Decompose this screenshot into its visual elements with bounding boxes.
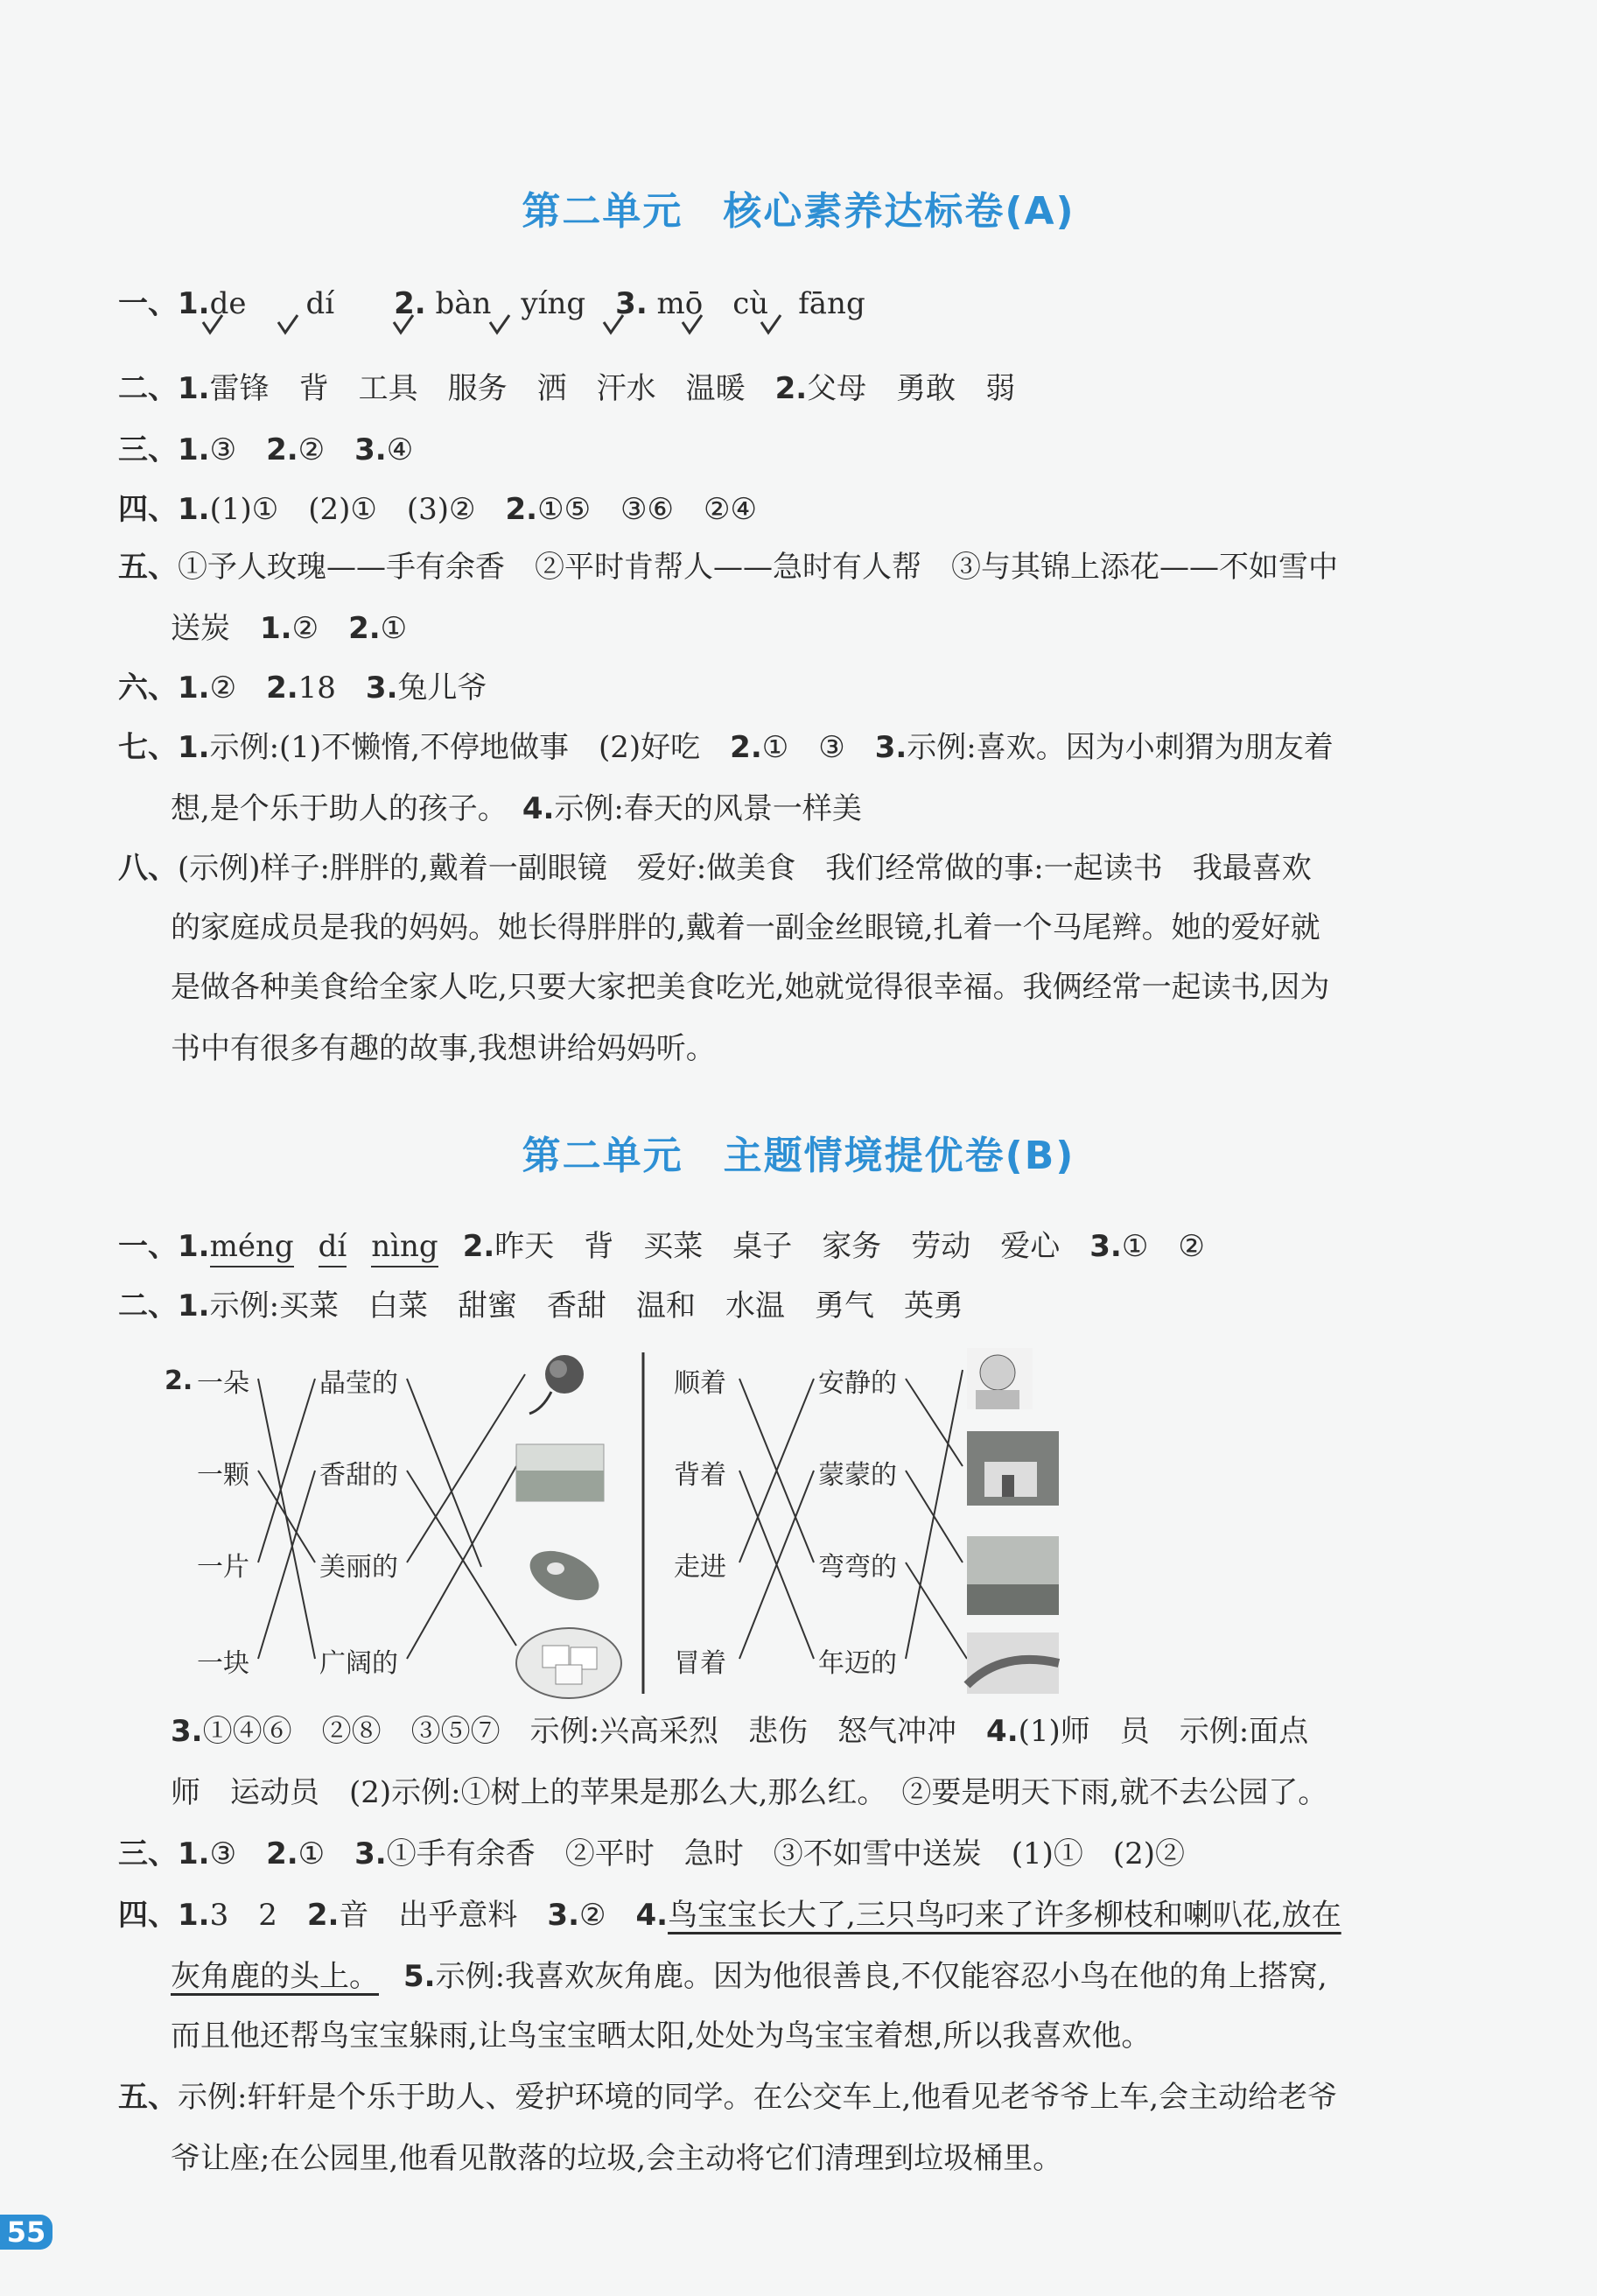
answer-text: 想,是个乐于助人的孩子。: [171, 791, 522, 826]
matching-lines: [158, 1339, 1076, 1707]
grassland-icon: [516, 1444, 604, 1501]
answer-text: ②: [291, 611, 349, 646]
question-label: 四、1.: [118, 492, 210, 527]
question-number: 4.: [986, 1714, 1019, 1749]
answer-text: ① ③: [761, 730, 875, 765]
question-number: 2.: [165, 1366, 193, 1396]
a-line-2: [118, 369, 1015, 408]
rose-icon: [529, 1355, 584, 1414]
match-word: 顺着: [674, 1368, 726, 1399]
b-line-5b: [171, 1957, 1327, 1996]
question-number: 2.: [774, 371, 808, 406]
question-number: 2.: [462, 1229, 495, 1264]
match-word: 年迈的: [818, 1648, 897, 1679]
answer-text: 3 2: [209, 1898, 307, 1933]
answer-text: ③: [209, 1836, 267, 1871]
a-line-4: [118, 490, 757, 529]
match-word: 冒着: [674, 1648, 726, 1679]
match-word: 一块: [197, 1648, 249, 1679]
answer-text: 兔儿爷: [397, 671, 487, 706]
match-word: 香甜的: [319, 1460, 398, 1491]
answer-text: ②: [209, 671, 267, 706]
match-word: 广阔的: [319, 1648, 398, 1679]
b-line-6b: 爷让座;在公园里,他看见散落的垃圾,会主动将它们清理到垃圾桶里。: [171, 2141, 1063, 2176]
a-line-8c: 是做各种美食给全家人吃,只要大家把美食吃光,她就觉得很幸福。我俩经常一起读书,因为: [171, 970, 1330, 1005]
question-number: 5.: [403, 1959, 436, 1994]
b-line-3: [171, 1712, 1308, 1751]
section-b-title: 第二单元 主题情境提优卷(B): [522, 1134, 1075, 1178]
answer-text: (1)师 员 示例:面点: [1018, 1714, 1309, 1749]
question-number: 4.: [635, 1898, 669, 1933]
match-word: 美丽的: [319, 1552, 398, 1583]
question-number: 4.: [522, 791, 555, 826]
matching-diagram: [158, 1339, 1076, 1707]
answer-text: de dí: [209, 286, 395, 321]
answer-text: ④: [386, 432, 414, 467]
answer-text: ①⑤ ③⑥ ②④: [537, 492, 757, 527]
answer-text: ②: [579, 1898, 636, 1933]
answer-text: 18: [298, 671, 366, 706]
answer-text: (示例)样子:胖胖的,戴着一副眼镜 爱好:做美食 我们经常做的事:一起读书 我最喜欢: [178, 851, 1312, 886]
question-number: 2.: [266, 671, 298, 706]
question-label: 二、1.: [118, 1288, 210, 1324]
question-label: 三、1.: [118, 432, 210, 467]
answer-text: bàn yíng: [425, 286, 616, 321]
match-word: 晶莹的: [319, 1368, 398, 1399]
answer-text: ①: [380, 611, 408, 646]
b-line-5c: 而且他还帮鸟宝宝躲雨,让鸟宝宝晒太阳,处处为鸟宝宝着想,所以我喜欢他。: [171, 2019, 1152, 2054]
answer-text: 示例:喜欢。因为小刺猬为朋友着: [907, 730, 1334, 765]
a-line-1: [118, 284, 865, 323]
question-number: 3.: [615, 286, 648, 321]
answer-text: 父母 勇敢 弱: [807, 371, 1016, 406]
old-woman-icon: [967, 1348, 1033, 1409]
answer-text: ①④⑥ ②⑧ ③⑤⑦ 示例:兴高采烈 悲伤 怒气冲冲: [202, 1714, 987, 1749]
question-number: 2.: [348, 611, 381, 646]
a-line-8: [118, 849, 1312, 888]
question-label: 四、1.: [118, 1898, 210, 1933]
answer-text: ③: [209, 432, 267, 467]
b-line-3b: 师 运动员 (2)示例:①树上的苹果是那么大,那么红。 ②要是明天下雨,就不去公园了。: [171, 1775, 1328, 1810]
question-number: 3.: [365, 671, 398, 706]
b-line-5: [118, 1896, 1341, 1934]
answer-text: ①手有余香 ②平时 急时 ③不如雪中送炭 (1)① (2)②: [386, 1836, 1186, 1871]
pinyin-answer: dí: [319, 1229, 347, 1267]
a-line-5b: [171, 609, 407, 648]
question-label: 五、: [118, 550, 178, 585]
answer-text: ① ②: [1121, 1229, 1205, 1264]
road-icon: [967, 1632, 1059, 1694]
match-word: 弯弯的: [818, 1552, 897, 1583]
a-line-7b: [171, 790, 862, 828]
question-number: 2.: [266, 432, 298, 467]
question-number: 3.: [1089, 1229, 1122, 1264]
answer-text: (1)① (2)① (3)②: [209, 492, 506, 527]
match-word: 背着: [674, 1460, 726, 1491]
b-line-1: [118, 1227, 1205, 1266]
match-word: 蒙蒙的: [818, 1460, 897, 1491]
answer-text: 示例:我喜欢灰角鹿。因为他很善良,不仅能容忍小鸟在他的角上搭窝,: [435, 1959, 1327, 1994]
b-line-6: [118, 2078, 1337, 2117]
question-number: 3.: [354, 1836, 387, 1871]
leaf-icon: [522, 1541, 606, 1610]
answer-text: ①予人玫瑰——手有余香 ②平时肯帮人——急时有人帮 ③与其锦上添花——不如雪中: [178, 550, 1338, 585]
question-label: 一、1.: [118, 1229, 210, 1264]
question-number: 2.: [730, 730, 762, 765]
answer-text: 示例:轩轩是个乐于助人、爱护环境的同学。在公交车上,他看见老爷爷上车,会主动给老爷: [178, 2080, 1338, 2115]
rain-icon: [967, 1536, 1059, 1615]
underlined-answer: 灰角鹿的头上。: [171, 1959, 379, 1994]
answer-text: 示例:(1)不懒惰,不停地做事 (2)好吃: [209, 730, 731, 765]
tofu-icon: [516, 1628, 621, 1698]
answer-text: 送炭: [171, 611, 260, 646]
question-number: 2.: [394, 286, 426, 321]
question-number: 2.: [266, 1836, 298, 1871]
question-number: 2.: [306, 1898, 340, 1933]
match-word: 一朵: [197, 1368, 249, 1399]
pinyin-answer: nìng: [371, 1229, 438, 1267]
page-number-badge: 55: [0, 2215, 53, 2250]
question-label: 六、1.: [118, 671, 210, 706]
a-line-6: [118, 669, 487, 707]
question-number: 3.: [547, 1898, 579, 1933]
b-line-4: [118, 1835, 1185, 1873]
pinyin-answer: méng: [210, 1229, 294, 1267]
answer-text: 示例:春天的风景一样美: [554, 791, 862, 826]
a-line-8d: 书中有很多有趣的故事,我想讲给妈妈听。: [171, 1031, 716, 1066]
question-label: 七、1.: [118, 730, 210, 765]
question-label: 二、1.: [118, 371, 210, 406]
match-word: 一片: [197, 1552, 249, 1583]
question-number: 1.: [260, 611, 292, 646]
question-number: 3.: [171, 1714, 203, 1749]
house-icon: [967, 1431, 1059, 1506]
answer-text: 昨天 背 买菜 桌子 家务 劳动 爱心: [494, 1229, 1090, 1264]
match-word: 走进: [674, 1552, 726, 1583]
question-label: 八、: [118, 851, 178, 886]
answer-text: 音 出乎意料: [339, 1898, 548, 1933]
b-line-2: [118, 1287, 963, 1325]
answer-text: mō cù fāng: [647, 286, 865, 321]
answer-text: 示例:买菜 白菜 甜蜜 香甜 温和 水温 勇气 英勇: [209, 1288, 964, 1324]
question-label: 一、1.: [118, 286, 210, 321]
question-label: 三、1.: [118, 1836, 210, 1871]
question-number: 3.: [354, 432, 387, 467]
match-word: 安静的: [818, 1368, 897, 1399]
a-line-7: [118, 728, 1334, 767]
a-line-5: [118, 548, 1338, 586]
section-a-title: 第二单元 核心素养达标卷(A): [522, 189, 1075, 234]
a-line-3: [118, 431, 413, 469]
underlined-answer: 鸟宝宝长大了,三只鸟叼来了许多柳枝和喇叭花,放在: [668, 1898, 1341, 1933]
answer-text: 雷锋 背 工具 服务 洒 汗水 温暖: [209, 371, 775, 406]
a-line-8b: 的家庭成员是我的妈妈。她长得胖胖的,戴着一副金丝眼镜,扎着一个马尾辫。她的爱好就: [171, 910, 1320, 945]
answer-text: ①: [298, 1836, 355, 1871]
question-label: 五、: [118, 2080, 178, 2115]
answer-text: ②: [298, 432, 355, 467]
question-number: 3.: [874, 730, 907, 765]
match-word: 一颗: [197, 1460, 249, 1491]
question-number: 2.: [505, 492, 538, 527]
